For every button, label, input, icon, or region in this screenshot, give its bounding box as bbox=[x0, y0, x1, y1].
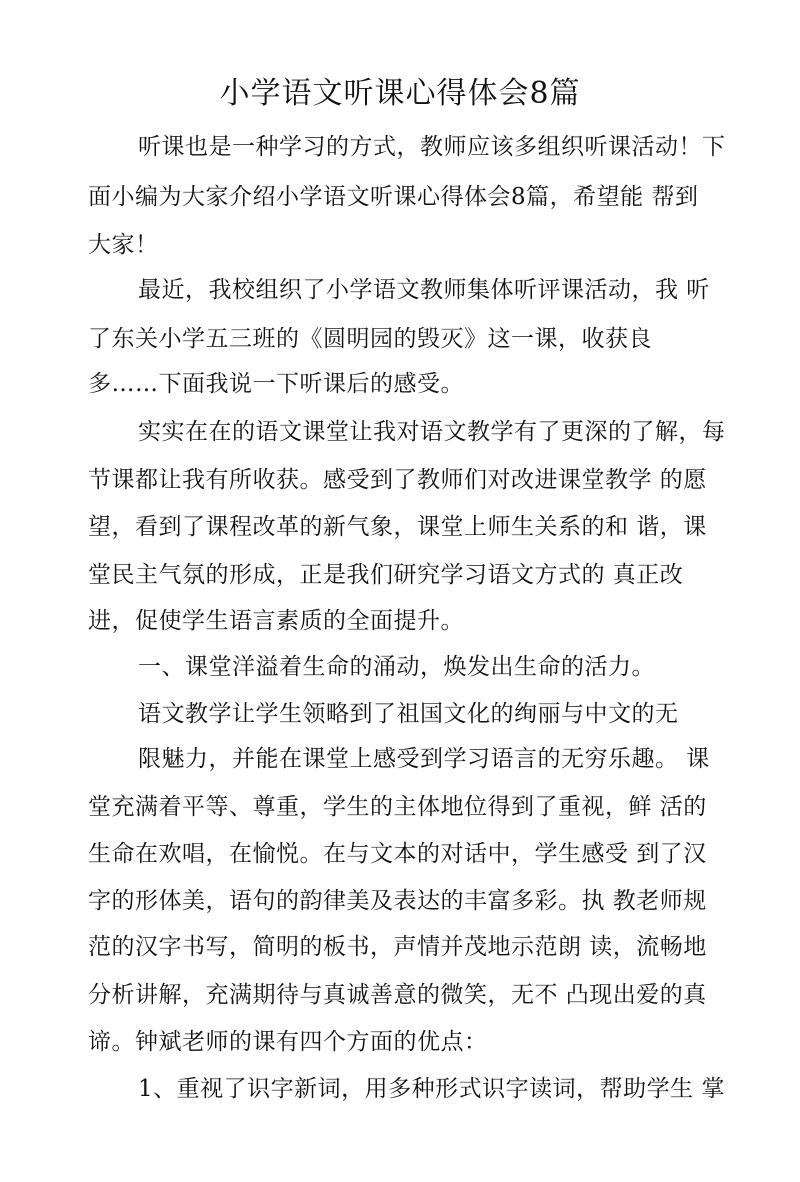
text-line: 大家！ bbox=[88, 232, 159, 258]
text-line: 节课都让我有所收获。感受到了教师们对改进课堂教学 的愿 bbox=[88, 467, 707, 493]
text-line: 堂民主气氛的形成，正是我们研究学习语文方式的 真正改 bbox=[88, 562, 684, 588]
text-line: 望，看到了课程改革的新气象，课堂上师生关系的和 谐，课 bbox=[88, 514, 707, 540]
document-title: 小学语文听课心得体会8篇 bbox=[219, 76, 581, 111]
text-line: 限魅力，并能在课堂上感受到学习语言的无穷乐趣。 课 bbox=[138, 746, 710, 772]
text-line: 分析讲解，充满期待与真诚善意的微笑，无不 凸现出爱的真 bbox=[88, 982, 707, 1008]
text-line: 多……下面我说一下听课后的感受。 bbox=[88, 371, 464, 397]
text-line: 听课也是一种学习的方式，教师应该多组织听课活动！下 bbox=[138, 134, 726, 160]
text-line: 范的汉字书写，简明的板书，声情并茂地示范朗 读，流畅地 bbox=[88, 934, 707, 960]
list-item: 1、重视了识字新词，用多种形式识字读词，帮助学生 掌 bbox=[138, 1076, 725, 1102]
text-line: 进，促使学生语言素质的全面提升。 bbox=[88, 608, 464, 634]
text-line: 谛。钟斌老师的课有四个方面的优点： bbox=[88, 1029, 488, 1055]
text-line: 字的形体美，语句的韵律美及表达的丰富多彩。执 教老师规 bbox=[88, 888, 707, 914]
text-line: 语文教学让学生领略到了祖国文化的绚丽与中文的无 bbox=[138, 701, 679, 727]
text-line: 堂充满着平等、尊重，学生的主体地位得到了重视，鲜 活的 bbox=[88, 794, 707, 820]
text-line: 生命在欢唱，在愉悦。在与文本的对话中，学生感受 到了汉 bbox=[88, 841, 707, 867]
text-line: 实实在在的语文课堂让我对语文教学有了更深的了解，每 bbox=[138, 419, 726, 445]
section-heading: 一、课堂洋溢着生命的涌动，焕发出生命的活力。 bbox=[138, 654, 655, 680]
text-line: 面小编为大家介绍小学语文听课心得体会8篇，希望能 帮到 bbox=[88, 184, 699, 210]
text-line: 最近，我校组织了小学语文教师集体听评课活动，我 听 bbox=[138, 277, 710, 303]
text-line: 了东关小学五三班的《圆明园的毁灭》这一课，收获良 bbox=[88, 326, 652, 352]
